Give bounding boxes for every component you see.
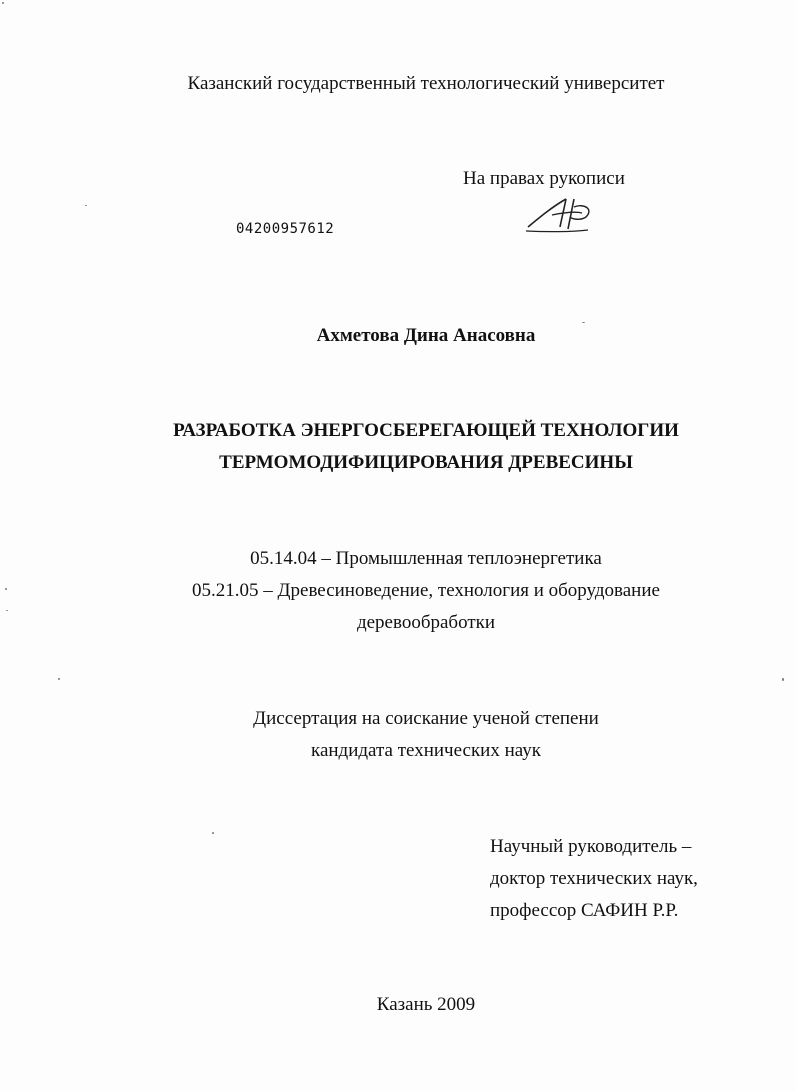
supervisor-line-2: доктор технических наук, bbox=[490, 868, 698, 889]
author-name: Ахметова Дина Анасовна bbox=[316, 325, 536, 346]
dissertation-line-1: Диссертация на соискание ученой степени bbox=[253, 708, 599, 729]
scan-speck bbox=[2, 2, 4, 4]
registry-code: 04200957612 bbox=[236, 221, 335, 237]
specialty-line-3: деревообработки bbox=[356, 612, 496, 633]
thesis-title-line-1: РАЗРАБОТКА ЭНЕРГОСБЕРЕГАЮЩЕЙ ТЕХНОЛОГИИ bbox=[173, 420, 679, 441]
scan-speck bbox=[5, 588, 7, 590]
handwritten-signature bbox=[522, 195, 602, 237]
university-name: Казанский государственный технологический университет bbox=[187, 73, 665, 94]
city-year: Казань 2009 bbox=[376, 994, 476, 1015]
scan-speck bbox=[212, 832, 214, 834]
scan-speck bbox=[782, 678, 784, 681]
specialty-line-2: 05.21.05 – Древесиноведение, технология и оборудование bbox=[192, 580, 660, 601]
scan-speck bbox=[6, 610, 8, 611]
specialty-line-1: 05.14.04 – Промышленная теплоэнергетика bbox=[250, 548, 602, 569]
dissertation-line-2: кандидата технических наук bbox=[311, 740, 541, 761]
manuscript-note: На правах рукописи bbox=[463, 168, 625, 189]
scan-speck bbox=[85, 205, 87, 206]
supervisor-line-3: профессор САФИН Р.Р. bbox=[490, 900, 679, 921]
scan-speck bbox=[582, 322, 585, 323]
thesis-title-line-2: ТЕРМОМОДИФИЦИРОВАНИЯ ДРЕВЕСИНЫ bbox=[219, 452, 633, 473]
scan-speck bbox=[58, 678, 60, 680]
supervisor-line-1: Научный руководитель – bbox=[490, 836, 692, 857]
